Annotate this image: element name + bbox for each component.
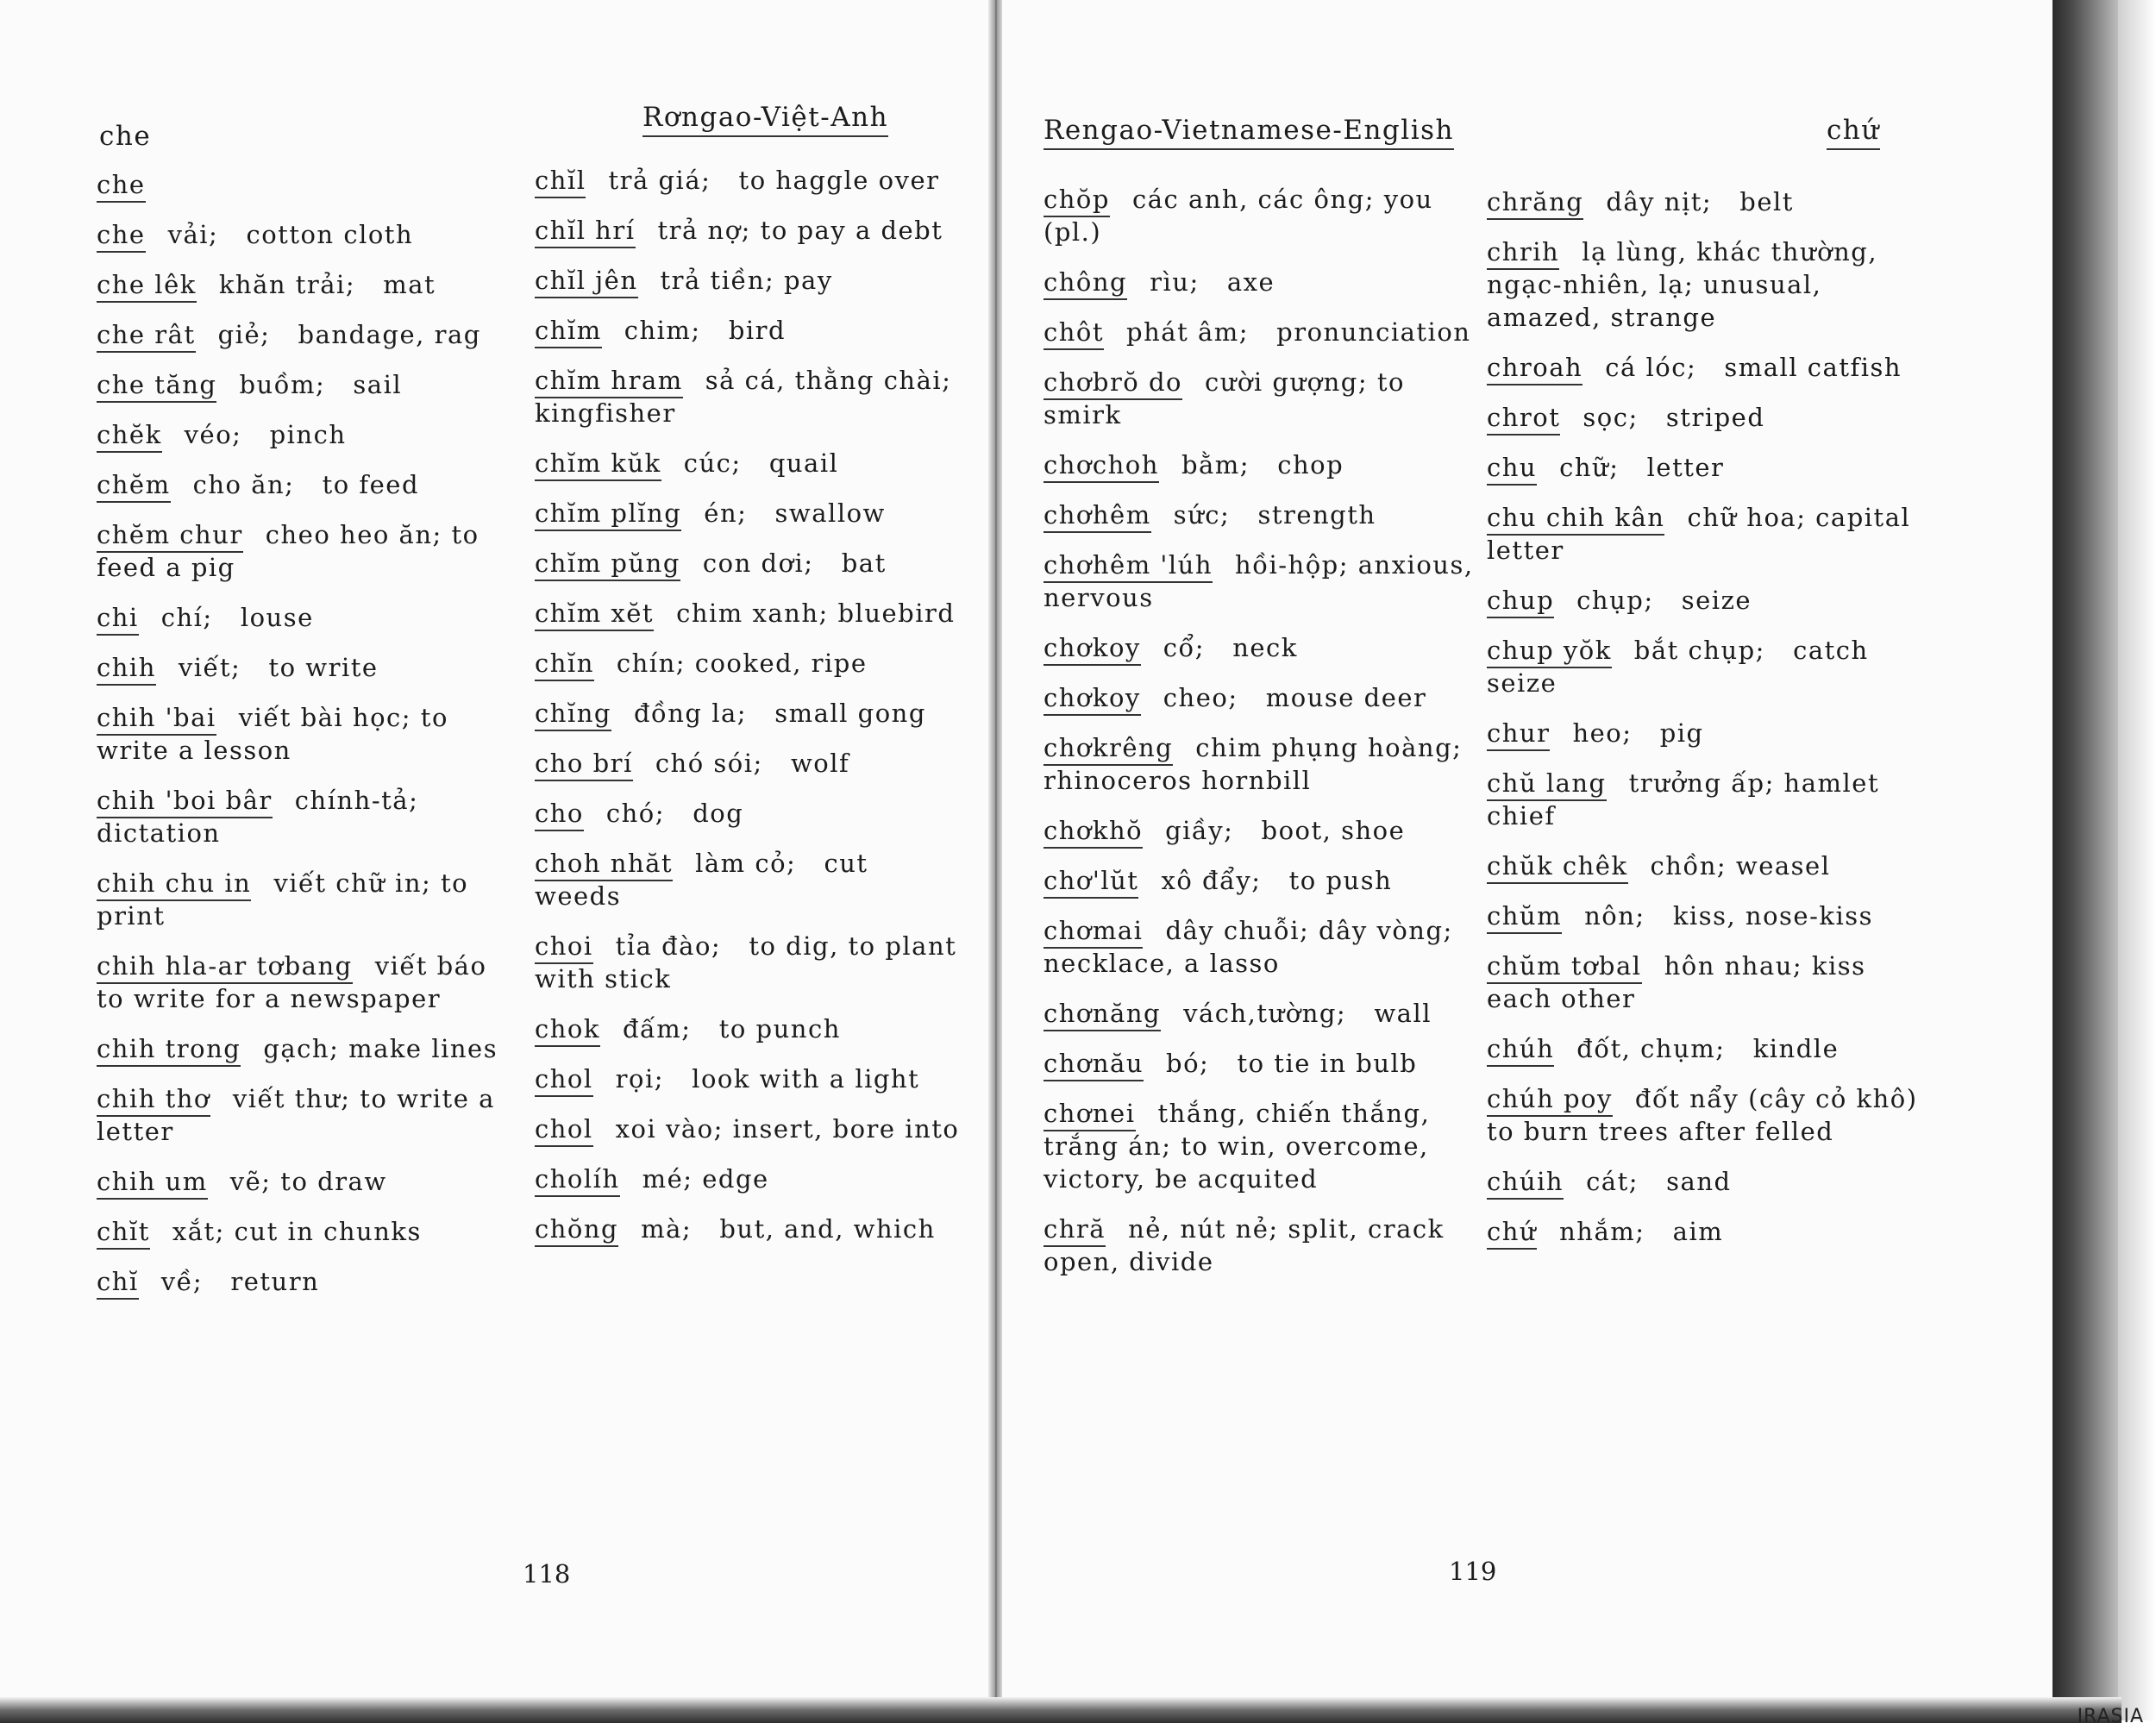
definition: mà; but, and, which [641, 1214, 936, 1244]
dictionary-entry [1487, 1082, 1927, 1148]
headword: chơhêm [1044, 500, 1151, 533]
definition: cười gượng; to smirk [1044, 367, 1414, 429]
headword: chĭm pŭng [535, 548, 680, 581]
headword: chŭk chêk [1487, 851, 1628, 884]
guide-word-right: chứ [1827, 115, 1880, 150]
definition: vẽ; to draw [229, 1167, 387, 1196]
dictionary-entry [535, 1062, 962, 1095]
definition: giẻ; bandage, rag [217, 320, 481, 349]
dictionary-entry [1044, 731, 1490, 797]
headword: chơnău [1044, 1049, 1144, 1081]
definition: xắt; cut in chunks [172, 1217, 422, 1246]
dictionary-entry [1044, 183, 1475, 248]
headword: chroah [1487, 353, 1583, 385]
guide-word-left: che [99, 121, 152, 152]
definition: chữ; letter [1559, 453, 1725, 482]
headword: chi [97, 603, 139, 636]
headword: chŭ lang [1487, 768, 1607, 801]
definition: sọc; striped [1583, 403, 1765, 432]
definition: chín; cooked, ripe [616, 649, 868, 678]
headword: chĭm [535, 316, 602, 348]
definition: véo; pinch [184, 420, 347, 449]
headword: chih hla-ar tơbang [97, 951, 353, 984]
headword: chơkoy [1044, 683, 1141, 716]
headword: che tăng [97, 370, 216, 403]
definition: giầy; boot, shoe [1165, 816, 1406, 845]
definition: én; swallow [704, 498, 886, 528]
dictionary-entry [1487, 185, 1922, 218]
definition: mé; edge [642, 1164, 769, 1194]
headword: chup yŏk [1487, 636, 1612, 668]
dictionary-entry [1044, 1097, 1475, 1195]
headword: chrih [1487, 237, 1559, 270]
definition: dây nịt; belt [1606, 187, 1794, 216]
definition: viết thư; to write a letter [97, 1084, 505, 1146]
dictionary-entry [97, 418, 523, 451]
definition: cổ; neck [1163, 633, 1298, 662]
right-column-1 [1044, 183, 1490, 1295]
headword: chôt [1044, 317, 1104, 350]
headword: chĭm plĭng [535, 498, 681, 531]
headword: chúh [1487, 1034, 1554, 1067]
headword: chĭm hram [535, 366, 683, 398]
dictionary-entry [1044, 1213, 1475, 1278]
dictionary-entry [97, 867, 523, 932]
headword: cholíh [535, 1164, 620, 1197]
headword: chŭm tơbal [1487, 951, 1642, 984]
dictionary-entry [1487, 1032, 1922, 1065]
definition: chính-tả; dictation [97, 786, 429, 848]
headword: chih um [97, 1167, 208, 1200]
headword: chứ [1487, 1217, 1537, 1250]
definition: chim; bird [624, 316, 787, 345]
page-number-right: 119 [1449, 1557, 1497, 1586]
headword: chol [535, 1064, 593, 1097]
headword: chŏp [1044, 185, 1110, 217]
headword: chih trong [97, 1034, 241, 1067]
headword: chih chu in [97, 868, 251, 901]
dictionary-entry [1044, 681, 1475, 714]
definition: chồn; weasel [1650, 851, 1831, 881]
headword: choi [535, 931, 593, 964]
headword: chĭng [535, 699, 611, 731]
definition: bằm; chop [1181, 450, 1344, 479]
headword: chĭm kŭk [535, 448, 661, 481]
right-column-2 [1487, 185, 1927, 1265]
headword: chúih [1487, 1167, 1564, 1200]
definition: chó sói; wolf [655, 749, 850, 778]
definition: đốt, chụm; kindle [1576, 1034, 1839, 1063]
definition: viết chữ in; to print [97, 868, 478, 931]
definition: về; return [160, 1267, 320, 1296]
definition: phát âm; pronunciation [1126, 317, 1471, 347]
dictionary-entry [97, 949, 523, 1015]
headword: chơnei [1044, 1099, 1136, 1131]
headword: chĭt [97, 1217, 150, 1250]
headword: choh nhăt [535, 849, 673, 881]
dictionary-entry [1487, 899, 1922, 932]
dictionary-entry [1044, 1047, 1475, 1080]
headword: che [97, 170, 146, 203]
definition: buồm; sail [239, 370, 403, 399]
dictionary-entry [535, 1112, 962, 1145]
dictionary-entry [97, 468, 523, 501]
dictionary-entry [535, 314, 962, 347]
definition: nhắm; aim [1559, 1217, 1724, 1246]
source-watermark: IRASIA [2077, 1706, 2144, 1727]
definition: gạch; make lines [263, 1034, 498, 1063]
scan-bottom-edge [0, 1697, 2122, 1723]
headword: chơmai [1044, 916, 1143, 949]
scan-bottom-margin [0, 1723, 2156, 1736]
dictionary-entry [97, 268, 523, 301]
definition: làm cỏ; cut weeds [535, 849, 878, 911]
page-right [1002, 0, 2053, 1720]
definition: dây chuỗi; dây vòng; necklace, a lasso [1044, 916, 1463, 978]
dictionary-entry [97, 701, 523, 767]
dictionary-entry [1487, 451, 1922, 484]
headword: chol [535, 1114, 593, 1147]
definition: vách,tường; wall [1183, 999, 1432, 1028]
definition: cheo heo ăn; to feed a pig [97, 520, 489, 582]
headword: chĕk [97, 420, 162, 453]
headword: chih 'bai [97, 703, 216, 736]
dictionary-entry [1044, 914, 1475, 980]
dictionary-entry [535, 1012, 962, 1045]
definition: chó; dog [605, 799, 744, 828]
headword: chu [1487, 453, 1537, 486]
dictionary-entry [1487, 949, 1922, 1015]
headword: chĭl jên [535, 266, 638, 298]
dictionary-entry [1487, 634, 1922, 699]
dictionary-entry [535, 547, 962, 580]
left-column-2 [535, 164, 980, 1263]
headword: chih [97, 653, 156, 686]
running-head-left: Rơngao-Việt-Anh [642, 102, 888, 137]
dictionary-entry [97, 1082, 523, 1148]
headword: chơhêm 'lúh [1044, 550, 1213, 583]
definition: rọi; look with a light [615, 1064, 920, 1094]
dictionary-entry [535, 164, 962, 197]
dictionary-entry [1044, 814, 1475, 847]
definition: trưởng ấp; hamlet chief [1487, 768, 1889, 830]
dictionary-entry [97, 1165, 523, 1198]
dictionary-entry [535, 364, 980, 429]
dictionary-entry [1487, 401, 1922, 434]
definition: hồi-hộp; anxious, nervous [1044, 550, 1483, 612]
definition: chữ hoa; capital letter [1487, 503, 1920, 565]
headword: chĭ [97, 1267, 139, 1300]
definition: sức; strength [1173, 500, 1376, 530]
dictionary-entry [1487, 1215, 1922, 1248]
definition: cúc; quail [683, 448, 839, 478]
headword: chŏng [535, 1214, 618, 1247]
running-head-right: Rengao-Vietnamese-English [1044, 115, 1454, 150]
dictionary-entry [535, 214, 962, 247]
dictionary-entry [97, 218, 523, 251]
headword: chĭn [535, 649, 594, 681]
definition: đồng la; small gong [633, 699, 926, 728]
headword: chơbrŏ do [1044, 367, 1182, 400]
definition: trả nợ; to pay a debt [657, 216, 943, 245]
headword: chơ'lŭt [1044, 866, 1138, 899]
dictionary-entry [1487, 849, 1922, 882]
page-number-left: 118 [523, 1559, 571, 1589]
definition: trả tiền; pay [660, 266, 833, 295]
definition: tỉa đào; to dig, to plant with stick [535, 931, 967, 993]
dictionary-entry [1487, 235, 1922, 334]
definition: cho ăn; to feed [192, 470, 420, 499]
headword: chĭl hrí [535, 216, 636, 248]
dictionary-entry [535, 930, 967, 995]
page-edge-shadow [2053, 0, 2118, 1720]
headword: chĭm xĕt [535, 599, 654, 631]
definition: đấm; to punch [622, 1014, 841, 1043]
definition: rìu; axe [1150, 267, 1275, 297]
headword: che [97, 220, 146, 253]
definition: cát; sand [1586, 1167, 1732, 1196]
dictionary-entry [97, 518, 523, 584]
headword: chĕm [97, 470, 171, 503]
definition: hôn nhau; kiss each other [1487, 951, 1876, 1013]
headword: chơchoh [1044, 450, 1159, 483]
definition: vải; cotton cloth [167, 220, 414, 249]
dictionary-entry [1044, 997, 1475, 1030]
headword: chĕm chur [97, 520, 243, 553]
definition: xô đẩy; to push [1161, 866, 1393, 895]
headword: che rât [97, 320, 196, 353]
dictionary-entry [97, 368, 523, 401]
dictionary-entry [535, 597, 962, 630]
dictionary-entry [97, 1215, 523, 1248]
headword: che lêk [97, 270, 197, 303]
headword: chih 'boi bâr [97, 786, 273, 818]
headword: chơkrêng [1044, 733, 1173, 766]
page-edge-margin [2118, 0, 2156, 1720]
headword: chơkhŏ [1044, 816, 1143, 849]
definition: chụp; seize [1576, 586, 1752, 615]
definition: chim phụng hoàng; rhinoceros hornbill [1044, 733, 1490, 795]
definition: cá lóc; small catfish [1605, 353, 1902, 382]
dictionary-entry [535, 747, 962, 780]
headword: cho [535, 799, 584, 831]
dictionary-entry [1044, 366, 1475, 431]
dictionary-entry [1044, 266, 1475, 298]
dictionary-entry [1487, 584, 1922, 617]
dictionary-entry [1044, 448, 1475, 481]
definition: lạ lùng, khác thường, ngạc-nhiên, lạ; unusual, amazed, strange [1487, 237, 1887, 332]
definition: viết bài học; to write a lesson [97, 703, 458, 765]
dictionary-entry [535, 647, 962, 680]
definition: heo; pig [1572, 718, 1704, 748]
dictionary-entry [535, 264, 962, 297]
dictionary-entry [535, 797, 962, 830]
dictionary-entry [97, 1032, 523, 1065]
definition: cheo; mouse deer [1163, 683, 1427, 712]
definition: trả giá; to haggle over [608, 166, 940, 195]
definition: sả cá, thằng chài; kingfisher [535, 366, 980, 428]
definition: nôn; kiss, nose-kiss [1584, 901, 1873, 931]
headword: chơnăng [1044, 999, 1161, 1031]
dictionary-entry [1487, 351, 1922, 384]
headword: chông [1044, 267, 1127, 300]
headword: chup [1487, 586, 1554, 618]
dictionary-entry [1487, 767, 1922, 832]
dictionary-entry [535, 847, 962, 912]
dictionary-entry [97, 651, 523, 684]
headword: chrăng [1487, 187, 1583, 220]
definition: viết báo to write for a newspaper [97, 951, 497, 1013]
definition: bắt chụp; catch seize [1487, 636, 1878, 698]
dictionary-entry [535, 697, 962, 730]
headword: chơkoy [1044, 633, 1141, 666]
definition: bó; to tie in bulb [1166, 1049, 1418, 1078]
headword: chră [1044, 1214, 1106, 1247]
headword: chu chih kân [1487, 503, 1664, 536]
headword: chih thơ [97, 1084, 210, 1117]
dictionary-entry [97, 318, 523, 351]
definition: các anh, các ông; you (pl.) [1044, 185, 1443, 247]
definition: xoi vào; insert, bore into [615, 1114, 960, 1144]
dictionary-entry [1487, 501, 1922, 567]
headword: chŭm [1487, 901, 1562, 934]
dictionary-entry [1044, 864, 1475, 897]
dictionary-entry [535, 1163, 962, 1195]
dictionary-entry [97, 601, 523, 634]
dictionary-entry [1044, 631, 1475, 664]
headword: chok [535, 1014, 600, 1047]
definition: đốt nẩy (cây cỏ khô) to burn trees after felled [1487, 1084, 1927, 1146]
definition: viết; to write [178, 653, 379, 682]
dictionary-entry [97, 168, 523, 201]
definition: thắng, chiến thắng, trắng án; to win, overcome, victory, be acquited [1044, 1099, 1440, 1194]
dictionary-entry [1044, 548, 1483, 614]
headword: cho brí [535, 749, 633, 781]
definition: nẻ, nút nẻ; split, crack open, divide [1044, 1214, 1454, 1276]
left-column-1 [97, 168, 523, 1315]
headword: chrot [1487, 403, 1560, 436]
dictionary-entry [97, 784, 523, 849]
definition: con dơi; bat [702, 548, 887, 578]
definition: chí; louse [160, 603, 314, 632]
headword: chĭl [535, 166, 586, 198]
dictionary-entry [535, 447, 962, 479]
dictionary-entry [1487, 1165, 1922, 1198]
page-left [0, 0, 990, 1720]
dictionary-entry [97, 1265, 523, 1298]
definition: khăn trải; mat [218, 270, 436, 299]
dictionary-entry [535, 1213, 962, 1245]
headword: chur [1487, 718, 1550, 751]
dictionary-entry [1044, 498, 1475, 531]
dictionary-entry [535, 497, 962, 530]
definition: chim xanh; bluebird [676, 599, 956, 628]
dictionary-entry [1487, 717, 1922, 749]
dictionary-entry [1044, 316, 1475, 348]
headword: chúh poy [1487, 1084, 1613, 1117]
